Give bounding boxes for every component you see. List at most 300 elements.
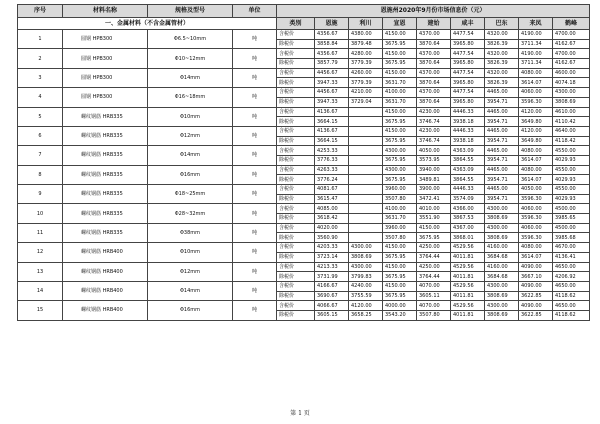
untaxed-price-cell: 3507.80 [417, 310, 451, 320]
material-spec: Φ10mm [148, 107, 233, 126]
untaxed-price-cell: 3808.69 [485, 214, 519, 224]
tax-price-cell: 4446.33 [451, 107, 485, 117]
tax-price-cell: 4081.67 [315, 185, 349, 195]
material-unit: 吨 [233, 204, 277, 223]
tax-price-cell: 4240.00 [349, 281, 383, 291]
tax-price-cell: 4300.00 [383, 165, 417, 175]
material-spec: Φ10~12mm [148, 49, 233, 68]
price-type-label: 除税价 [277, 155, 315, 165]
header-unit: 单位 [233, 5, 277, 18]
untaxed-price-cell: 3622.85 [519, 291, 553, 301]
tax-price-cell: 4060.00 [519, 223, 553, 233]
untaxed-price-cell: 4029.93 [553, 175, 590, 185]
tax-price-cell: 4150.00 [383, 107, 417, 117]
tax-price-cell: 4320.00 [485, 30, 519, 40]
tax-price-cell: 4465.00 [485, 88, 519, 98]
region-header: 恩施 [315, 18, 349, 30]
tax-price-cell: 4529.56 [451, 281, 485, 291]
tax-price-cell: 4203.33 [315, 243, 349, 253]
price-type-label: 除税价 [277, 291, 315, 301]
untaxed-price-cell: 3746.74 [417, 136, 451, 146]
untaxed-price-cell: 3808.69 [485, 291, 519, 301]
material-name: 螺纹钢筋 HRB400 [63, 301, 148, 320]
table-row [18, 262, 590, 272]
tax-price-cell: 4465.00 [485, 165, 519, 175]
header-title: 恩施州2020年9月份市场信息价（元） [277, 5, 590, 18]
item-number: 2 [18, 49, 63, 68]
tax-price-cell: 4070.00 [417, 281, 451, 291]
untaxed-price-cell: 3746.74 [417, 117, 451, 127]
untaxed-price-cell: 3965.80 [451, 39, 485, 49]
tax-price-cell: 4650.00 [553, 281, 590, 291]
item-number: 3 [18, 68, 63, 87]
untaxed-price-cell: 3667.10 [519, 272, 553, 282]
header-spec: 规格及型号 [148, 5, 233, 18]
material-name: 螺纹钢筋 HRB335 [63, 126, 148, 145]
price-type-label: 含税价 [277, 223, 315, 233]
price-type-label: 含税价 [277, 204, 315, 214]
untaxed-price-cell: 3675.95 [383, 117, 417, 127]
untaxed-price-cell: 3868.01 [451, 233, 485, 243]
untaxed-price-cell: 3543.20 [383, 310, 417, 320]
untaxed-price-cell: 3675.95 [383, 59, 417, 69]
tax-price-cell [349, 185, 383, 195]
tax-price-cell: 4380.00 [349, 30, 383, 40]
price-type-label: 除税价 [277, 136, 315, 146]
material-unit: 吨 [233, 243, 277, 262]
untaxed-price-cell: 3573.95 [417, 155, 451, 165]
tax-price-cell: 4477.54 [451, 68, 485, 78]
table-row [18, 204, 590, 214]
untaxed-price-cell: 3808.69 [485, 233, 519, 243]
tax-price-cell: 4700.00 [553, 30, 590, 40]
region-header: 巴东 [485, 18, 519, 30]
untaxed-price-cell: 4011.81 [451, 252, 485, 262]
untaxed-price-cell: 4110.42 [553, 117, 590, 127]
price-type-label: 含税价 [277, 30, 315, 40]
material-name: 圆钢 HPB300 [63, 68, 148, 87]
tax-price-cell: 4300.00 [485, 281, 519, 291]
untaxed-price-cell: 3858.84 [315, 39, 349, 49]
untaxed-price-cell: 3864.55 [451, 155, 485, 165]
material-name: 螺纹钢筋 HRB335 [63, 107, 148, 126]
tax-price-cell: 4050.00 [417, 146, 451, 156]
tax-price-cell: 4260.00 [349, 68, 383, 78]
price-type-label: 含税价 [277, 262, 315, 272]
tax-price-cell: 4150.00 [383, 68, 417, 78]
material-unit: 吨 [233, 281, 277, 300]
tax-price-cell: 4070.00 [417, 301, 451, 311]
untaxed-price-cell [349, 175, 383, 185]
untaxed-price-cell: 3614.07 [519, 155, 553, 165]
material-unit: 吨 [233, 49, 277, 68]
untaxed-price-cell: 3472.41 [417, 194, 451, 204]
price-type-label: 除税价 [277, 175, 315, 185]
untaxed-price-cell: 3954.71 [485, 194, 519, 204]
untaxed-price-cell: 4029.93 [553, 194, 590, 204]
untaxed-price-cell: 4011.81 [451, 272, 485, 282]
tax-price-cell: 4477.54 [451, 49, 485, 59]
tax-price-cell: 3960.00 [383, 185, 417, 195]
tax-price-cell: 4160.00 [485, 243, 519, 253]
untaxed-price-cell [349, 136, 383, 146]
tax-price-cell: 4477.54 [451, 88, 485, 98]
material-spec: Φ16~18mm [148, 88, 233, 107]
tax-price-cell: 4320.00 [485, 68, 519, 78]
price-type-label: 除税价 [277, 233, 315, 243]
untaxed-price-cell: 3551.90 [417, 214, 451, 224]
material-name: 螺纹钢筋 HRB400 [63, 243, 148, 262]
tax-price-cell: 4020.00 [315, 223, 349, 233]
untaxed-price-cell: 3675.95 [383, 252, 417, 262]
price-type-label: 除税价 [277, 194, 315, 204]
untaxed-price-cell: 3614.07 [519, 252, 553, 262]
tax-price-cell: 4150.00 [383, 30, 417, 40]
tax-price-cell: 4250.00 [417, 243, 451, 253]
header-name: 材料名称 [63, 5, 148, 18]
tax-price-cell: 4456.67 [315, 68, 349, 78]
tax-price-cell: 4370.00 [417, 88, 451, 98]
tax-price-cell: 4060.00 [519, 204, 553, 214]
untaxed-price-cell: 3808.69 [349, 252, 383, 262]
material-spec: Φ38mm [148, 223, 233, 242]
region-header: 咸丰 [451, 18, 485, 30]
untaxed-price-cell: 3808.69 [553, 97, 590, 107]
tax-price-cell: 4370.00 [417, 30, 451, 40]
untaxed-price-cell: 3631.70 [383, 78, 417, 88]
material-spec: Φ28~32mm [148, 204, 233, 223]
tax-price-cell: 4263.33 [315, 165, 349, 175]
tax-price-cell: 4363.09 [451, 146, 485, 156]
tax-price-cell: 4150.00 [383, 243, 417, 253]
material-spec: Φ14mm [148, 68, 233, 87]
untaxed-price-cell: 3605.15 [315, 310, 349, 320]
tax-price-cell [349, 126, 383, 136]
table-body [18, 18, 590, 321]
item-number: 6 [18, 126, 63, 145]
tax-price-cell: 4465.00 [485, 107, 519, 117]
untaxed-price-cell: 3826.39 [485, 78, 519, 88]
material-unit: 吨 [233, 185, 277, 204]
tax-price-cell: 4367.00 [451, 223, 485, 233]
table-row [18, 30, 590, 40]
table-row [18, 107, 590, 117]
untaxed-price-cell: 4011.81 [451, 310, 485, 320]
tax-price-cell: 4150.00 [383, 49, 417, 59]
item-number: 7 [18, 146, 63, 165]
price-type-label: 除税价 [277, 117, 315, 127]
tax-price-cell: 4085.00 [315, 204, 349, 214]
untaxed-price-cell [349, 233, 383, 243]
tax-price-cell: 4670.00 [553, 243, 590, 253]
untaxed-price-cell: 3867.53 [451, 214, 485, 224]
untaxed-price-cell: 4118.62 [553, 310, 590, 320]
page-footer: 第 1 页 [290, 410, 310, 417]
tax-price-cell: 4300.00 [349, 243, 383, 253]
tax-price-cell: 4550.00 [553, 146, 590, 156]
item-number: 1 [18, 30, 63, 49]
untaxed-price-cell: 3723.14 [315, 252, 349, 262]
material-unit: 吨 [233, 68, 277, 87]
tax-price-cell: 4090.00 [519, 262, 553, 272]
untaxed-price-cell: 3938.18 [451, 136, 485, 146]
untaxed-price-cell: 3864.55 [451, 175, 485, 185]
price-type-label: 除税价 [277, 252, 315, 262]
tax-price-cell: 4500.00 [553, 204, 590, 214]
untaxed-price-cell: 3675.95 [417, 233, 451, 243]
untaxed-price-cell: 3684.68 [485, 272, 519, 282]
untaxed-price-cell: 4011.81 [451, 291, 485, 301]
untaxed-price-cell: 3731.99 [315, 272, 349, 282]
untaxed-price-cell: 3649.80 [519, 136, 553, 146]
price-type-label: 含税价 [277, 301, 315, 311]
price-type-label: 除税价 [277, 59, 315, 69]
price-type-label: 含税价 [277, 165, 315, 175]
tax-price-cell: 4150.00 [383, 281, 417, 291]
material-spec: Φ10mm [148, 243, 233, 262]
untaxed-price-cell: 4118.42 [553, 136, 590, 146]
tax-price-cell: 3960.00 [383, 223, 417, 233]
tax-price-cell: 4210.00 [349, 88, 383, 98]
item-number: 14 [18, 281, 63, 300]
tax-price-cell: 3940.00 [417, 165, 451, 175]
untaxed-price-cell: 3764.44 [417, 272, 451, 282]
untaxed-price-cell: 3664.15 [315, 136, 349, 146]
material-spec: Φ18~25mm [148, 185, 233, 204]
tax-price-cell: 4356.67 [315, 30, 349, 40]
untaxed-price-cell: 3596.30 [519, 194, 553, 204]
table-row [18, 68, 590, 78]
untaxed-price-cell: 4074.18 [553, 78, 590, 88]
material-unit: 吨 [233, 165, 277, 184]
material-unit: 吨 [233, 262, 277, 281]
tax-price-cell: 4080.00 [519, 165, 553, 175]
untaxed-price-cell: 3779.39 [349, 59, 383, 69]
material-spec: Φ16mm [148, 165, 233, 184]
untaxed-price-cell: 4162.67 [553, 59, 590, 69]
material-spec: Φ14mm [148, 281, 233, 300]
tax-price-cell: 4136.67 [315, 126, 349, 136]
price-type-label: 含税价 [277, 49, 315, 59]
untaxed-price-cell: 3711.34 [519, 39, 553, 49]
price-type-label: 含税价 [277, 107, 315, 117]
tax-price-cell: 4500.00 [553, 223, 590, 233]
untaxed-price-cell: 3965.80 [451, 59, 485, 69]
material-name: 螺纹钢筋 HRB335 [63, 146, 148, 165]
section-title: 一、金属材料（不含金属管材） [18, 18, 277, 30]
tax-price-cell: 4300.00 [553, 88, 590, 98]
untaxed-price-cell: 3938.18 [451, 117, 485, 127]
tax-price-cell: 4465.00 [485, 185, 519, 195]
tax-price-cell: 4366.00 [451, 204, 485, 214]
tax-price-cell: 4253.33 [315, 146, 349, 156]
untaxed-price-cell: 3965.80 [451, 97, 485, 107]
table-row [18, 146, 590, 156]
material-unit: 吨 [233, 30, 277, 49]
tax-price-cell: 4120.00 [519, 107, 553, 117]
region-header: 建始 [417, 18, 451, 30]
price-type-label: 除税价 [277, 39, 315, 49]
tax-price-cell [349, 146, 383, 156]
tax-price-cell: 4446.33 [451, 126, 485, 136]
tax-price-cell: 4300.00 [485, 204, 519, 214]
tax-price-cell: 4190.00 [519, 30, 553, 40]
untaxed-price-cell: 3631.70 [383, 97, 417, 107]
material-unit: 吨 [233, 301, 277, 320]
tax-price-cell: 4300.00 [349, 262, 383, 272]
untaxed-price-cell: 3622.85 [519, 310, 553, 320]
item-number: 9 [18, 185, 63, 204]
material-name: 螺纹钢筋 HRB335 [63, 185, 148, 204]
untaxed-price-cell: 3596.30 [519, 233, 553, 243]
tax-price-cell: 4080.00 [519, 68, 553, 78]
tax-price-cell: 4190.00 [519, 49, 553, 59]
region-header: 鹤峰 [553, 18, 590, 30]
tax-price-cell: 4050.00 [519, 185, 553, 195]
table-row [18, 88, 590, 98]
material-unit: 吨 [233, 107, 277, 126]
tax-price-cell: 4650.00 [553, 301, 590, 311]
tax-price-cell: 4600.00 [553, 68, 590, 78]
tax-price-cell: 3900.00 [417, 185, 451, 195]
untaxed-price-cell [349, 214, 383, 224]
item-number: 5 [18, 107, 63, 126]
tax-price-cell: 4066.67 [315, 301, 349, 311]
untaxed-price-cell [349, 155, 383, 165]
material-spec: Φ12mm [148, 262, 233, 281]
untaxed-price-cell: 3596.30 [519, 97, 553, 107]
untaxed-price-cell: 3870.64 [417, 59, 451, 69]
untaxed-price-cell: 3954.71 [485, 117, 519, 127]
tax-price-cell: 4230.00 [417, 107, 451, 117]
untaxed-price-cell: 3954.71 [485, 155, 519, 165]
untaxed-price-cell: 3684.68 [485, 252, 519, 262]
untaxed-price-cell: 3954.71 [485, 136, 519, 146]
region-header: 宣恩 [383, 18, 417, 30]
price-type-label: 含税价 [277, 146, 315, 156]
price-type-label: 除税价 [277, 310, 315, 320]
price-type-label: 除税价 [277, 272, 315, 282]
untaxed-price-cell: 3870.64 [417, 97, 451, 107]
untaxed-price-cell: 3808.69 [485, 310, 519, 320]
table-row [18, 126, 590, 136]
untaxed-price-cell: 3675.95 [383, 39, 417, 49]
untaxed-price-cell: 3776.24 [315, 175, 349, 185]
price-type-label: 含税价 [277, 126, 315, 136]
untaxed-price-cell: 3870.64 [417, 39, 451, 49]
category-header: 类别 [277, 18, 315, 30]
tax-price-cell: 4370.00 [417, 68, 451, 78]
untaxed-price-cell: 3985.68 [553, 233, 590, 243]
tax-price-cell [349, 165, 383, 175]
item-number: 13 [18, 262, 63, 281]
tax-price-cell: 4120.00 [349, 301, 383, 311]
tax-price-cell: 4529.56 [451, 243, 485, 253]
tax-price-cell: 4456.67 [315, 88, 349, 98]
untaxed-price-cell: 4206.92 [553, 272, 590, 282]
item-number: 11 [18, 223, 63, 242]
untaxed-price-cell: 3711.34 [519, 59, 553, 69]
price-type-label: 含税价 [277, 68, 315, 78]
untaxed-price-cell: 4029.93 [553, 155, 590, 165]
untaxed-price-cell: 3799.83 [349, 272, 383, 282]
untaxed-price-cell: 3618.42 [315, 214, 349, 224]
tax-price-cell: 4300.00 [485, 223, 519, 233]
tax-price-cell: 4529.56 [451, 262, 485, 272]
price-type-label: 含税价 [277, 243, 315, 253]
untaxed-price-cell: 3965.80 [451, 78, 485, 88]
table-row [18, 185, 590, 195]
tax-price-cell: 4250.00 [417, 262, 451, 272]
untaxed-price-cell: 4162.67 [553, 39, 590, 49]
tax-price-cell: 4080.00 [519, 146, 553, 156]
tax-price-cell: 4446.33 [451, 185, 485, 195]
price-type-label: 含税价 [277, 281, 315, 291]
tax-price-cell: 4100.00 [383, 204, 417, 214]
tax-price-cell: 4080.00 [519, 243, 553, 253]
tax-price-cell: 4550.00 [553, 185, 590, 195]
tax-price-cell: 4550.00 [553, 165, 590, 175]
tax-price-cell: 4700.00 [553, 49, 590, 59]
untaxed-price-cell: 3507.80 [383, 194, 417, 204]
price-type-label: 含税价 [277, 185, 315, 195]
untaxed-price-cell: 3489.81 [417, 175, 451, 185]
untaxed-price-cell: 3664.15 [315, 117, 349, 127]
untaxed-price-cell: 3649.80 [519, 117, 553, 127]
untaxed-price-cell: 3615.47 [315, 194, 349, 204]
tax-price-cell: 4529.56 [451, 301, 485, 311]
tax-price-cell: 4280.00 [349, 49, 383, 59]
untaxed-price-cell: 3614.07 [519, 78, 553, 88]
tax-price-cell: 4650.00 [553, 262, 590, 272]
untaxed-price-cell: 4118.62 [553, 291, 590, 301]
region-header: 来凤 [519, 18, 553, 30]
section-row [18, 18, 590, 30]
untaxed-price-cell: 3614.07 [519, 175, 553, 185]
untaxed-price-cell: 3985.65 [553, 214, 590, 224]
tax-price-cell: 4465.00 [485, 146, 519, 156]
price-type-label: 除税价 [277, 97, 315, 107]
tax-price-cell: 4363.09 [451, 165, 485, 175]
material-name: 螺纹钢筋 HRB335 [63, 165, 148, 184]
material-name: 螺纹钢筋 HRB335 [63, 223, 148, 242]
untaxed-price-cell: 3675.95 [383, 136, 417, 146]
material-unit: 吨 [233, 126, 277, 145]
price-table [17, 4, 590, 321]
material-spec: Φ6.5~10mm [148, 30, 233, 49]
material-name: 螺纹钢筋 HRB335 [63, 204, 148, 223]
material-unit: 吨 [233, 223, 277, 242]
table-row [18, 243, 590, 253]
table-row [18, 301, 590, 311]
untaxed-price-cell: 3947.33 [315, 78, 349, 88]
tax-price-cell: 4160.00 [485, 262, 519, 272]
untaxed-price-cell: 3605.11 [417, 291, 451, 301]
material-name: 圆钢 HPB300 [63, 49, 148, 68]
material-name: 螺纹钢筋 HRB400 [63, 281, 148, 300]
untaxed-price-cell: 3954.71 [485, 97, 519, 107]
tax-price-cell: 4100.00 [383, 88, 417, 98]
tax-price-cell: 4300.00 [383, 146, 417, 156]
untaxed-price-cell: 3675.95 [383, 272, 417, 282]
tax-price-cell: 4213.33 [315, 262, 349, 272]
price-type-label: 除税价 [277, 78, 315, 88]
tax-price-cell [349, 204, 383, 214]
material-name: 螺纹钢筋 HRB400 [63, 262, 148, 281]
untaxed-price-cell: 3596.30 [519, 214, 553, 224]
untaxed-price-cell: 3857.79 [315, 59, 349, 69]
item-number: 8 [18, 165, 63, 184]
